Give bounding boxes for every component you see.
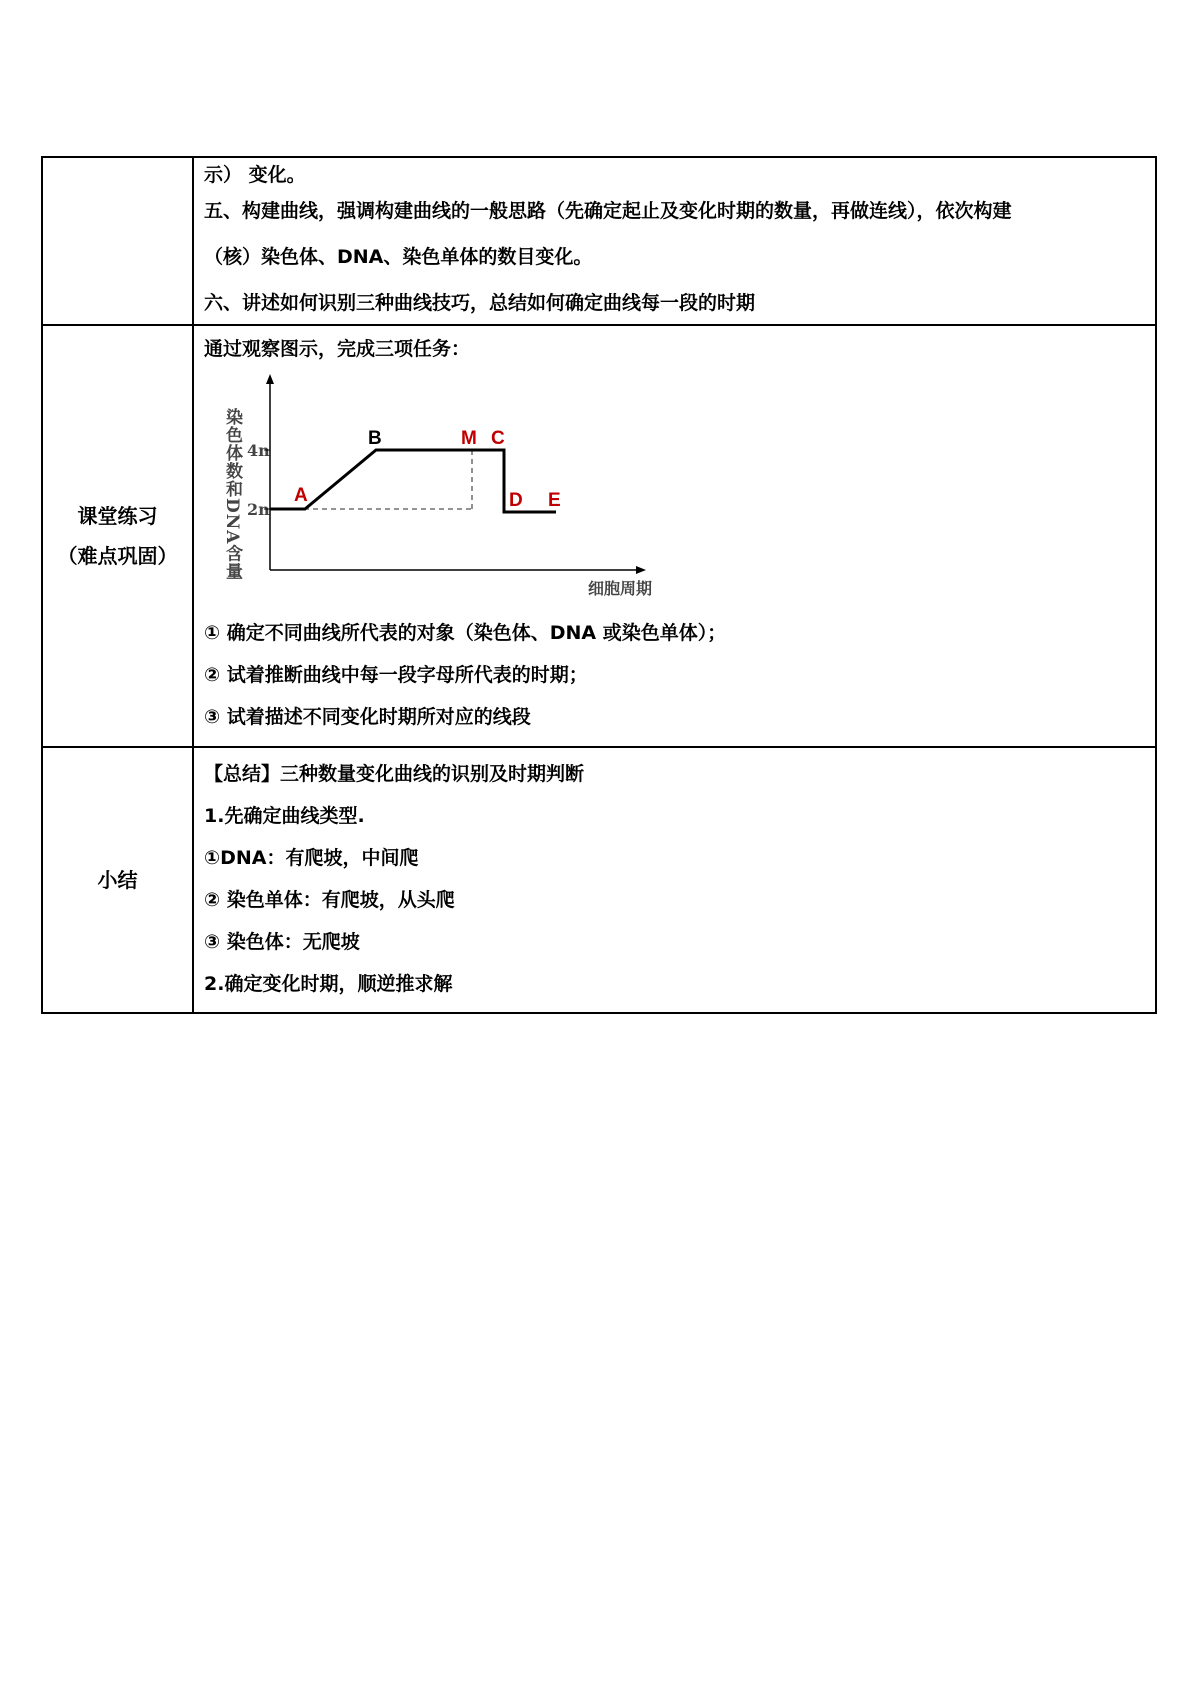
practice-sublabel: （难点巩固） [57,544,178,568]
summary-line: 1.先确定曲线类型. [204,805,365,827]
text-line: 示） 变化。 [204,164,306,186]
summary-line: ③ 染色体：无爬坡 [204,931,360,953]
label-m: M [461,428,477,449]
summary-line: ② 染色单体：有爬坡，从头爬 [204,889,455,911]
lesson-table [41,156,1157,1014]
tick-2n: 2n [247,500,270,519]
table-row-construct [42,157,1156,325]
summary-label: 小结 [97,868,138,892]
row-label-empty [42,157,193,325]
practice-intro: 通过观察图示，完成三项任务： [204,338,471,360]
label-b: B [368,428,382,449]
row-content [193,157,1156,325]
y-axis-arrow [266,374,274,384]
text-line: 六、讲述如何识别三种曲线技巧，总结如何确定曲线每一段的时期 [204,292,756,314]
task-item: ② 试着推断曲线中每一段字母所代表的时期； [204,664,588,686]
y-axis-label: 染色体数和DNA含量 [222,408,242,581]
x-axis-label: 细胞周期 [588,579,653,598]
row-content [193,747,1156,1013]
table-row-summary [42,747,1156,1013]
x-axis-arrow [636,566,646,574]
summary-line: ①DNA：有爬坡，中间爬 [204,847,419,869]
tick-4n: 4n [247,441,270,460]
summary-line: 2.确定变化时期，顺逆推求解 [204,973,453,995]
table-row-practice [42,325,1156,747]
practice-label: 课堂练习 [77,504,158,528]
row-label-summary [42,747,193,1013]
text-line: 五、构建曲线，强调构建曲线的一般思路（先确定起止及变化时期的数量，再做连线），依次构建 [204,200,1012,222]
task-item: ① 确定不同曲线所代表的对象（染色体、DNA 或染色单体）； [204,622,727,644]
label-d: D [509,490,523,511]
figure-svg [204,372,674,612]
text-line: （核）染色体、DNA、染色单体的数目变化。 [204,246,593,268]
task-item: ③ 试着描述不同变化时期所对应的线段 [204,706,531,728]
label-c: C [491,428,505,449]
label-a: A [294,485,308,506]
summary-heading: 【总结】三种数量变化曲线的识别及时期判断 [204,763,585,785]
chromosome-dna-figure [204,372,1145,612]
row-label-practice [42,325,193,747]
row-content [193,325,1156,747]
label-e: E [548,490,561,511]
